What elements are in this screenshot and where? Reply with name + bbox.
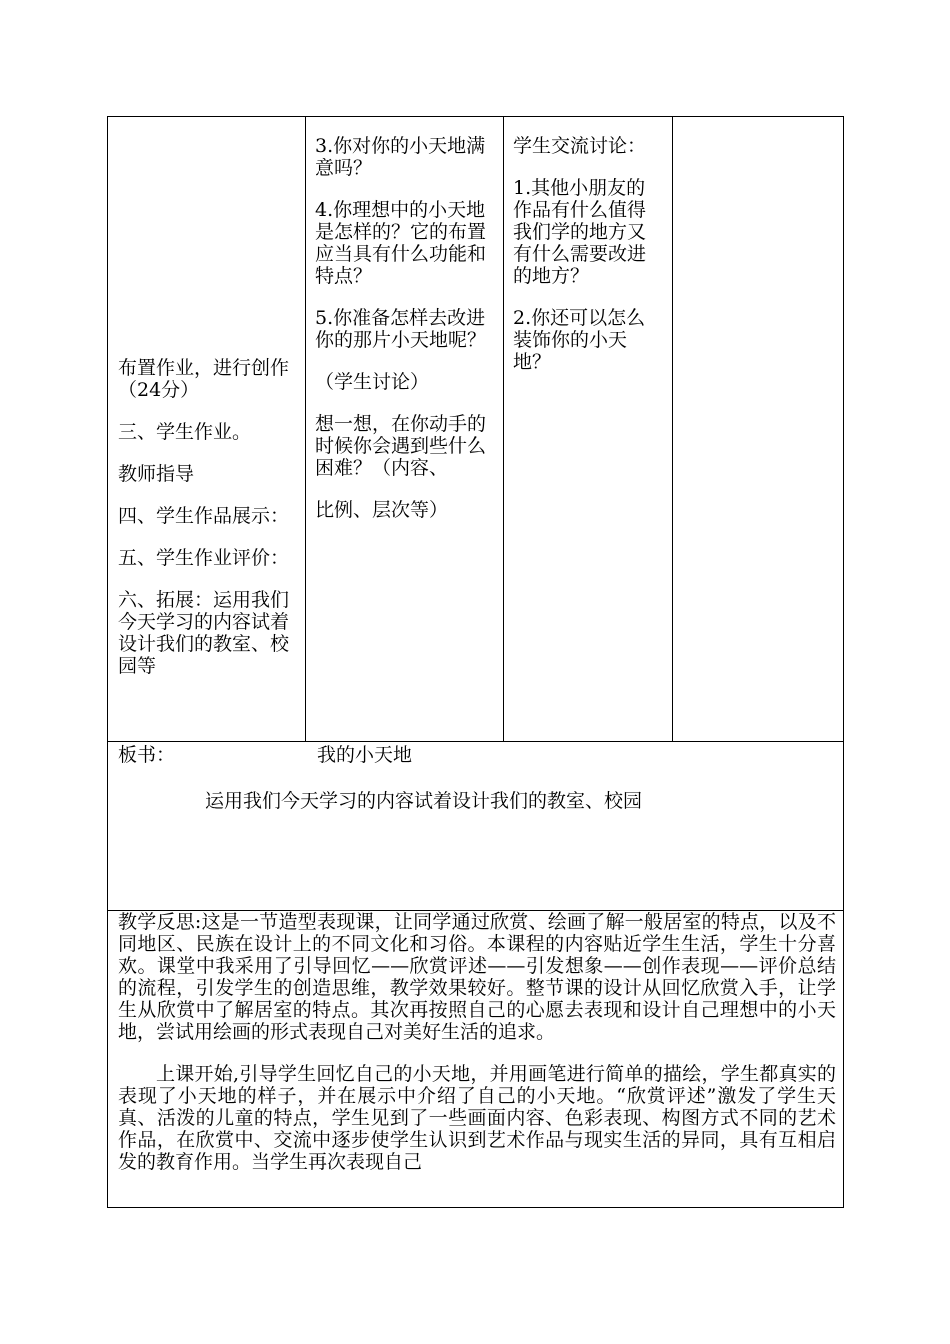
question-text: 5.你准备怎样去改进你的那片小天地呢？: [315, 307, 487, 351]
board-line: 运用我们今天学习的内容试着设计我们的教室、校园: [205, 790, 643, 812]
column-divider-2: [503, 116, 504, 742]
column-divider-3: [672, 116, 673, 742]
question-text: 4.你理想中的小天地是怎样的？它的布置应当具有什么功能和特点？: [315, 199, 487, 287]
row-divider-board: [107, 741, 844, 742]
question-text: （学生讨论）: [315, 371, 430, 393]
question-text: 想一想，在你动手的时候你会遇到些什么困难？（内容、: [315, 413, 487, 479]
step-text: 布置作业，进行创作（24分）: [118, 357, 290, 401]
student-text: 学生交流讨论：: [513, 135, 647, 157]
reflection-paragraph: 上课开始,引导学生回忆自己的小天地，并用画笔进行简单的描绘，学生都真实的表现了小天地的样子，并在展示中介绍了自己的小天地。“欣赏评述”激发了学生天真、活泼的儿童的特点，学生见到了一些画面内容、色彩表现、构图方式不同的艺术作品，在欣赏中、交流中逐步使学生认识到艺术作品与现实生活的异同，具有互相启发的教育作用。当学生再次表现自己: [118, 1063, 836, 1173]
teacher-activity-cell: [315, 135, 495, 541]
board-title: 我的小天地: [317, 744, 413, 766]
teaching-reflection: [118, 911, 836, 1193]
student-text: 2.你还可以怎么装饰你的小天地？: [513, 307, 646, 373]
step-text: 六、拓展：运用我们今天学习的内容试着设计我们的教室、校园等: [118, 589, 290, 677]
board-label: 板书：: [118, 744, 176, 766]
column-divider-1: [305, 116, 306, 742]
teaching-steps-cell: [118, 357, 302, 677]
step-text: 五、学生作业评价：: [118, 547, 290, 569]
student-text: 1.其他小朋友的作品有什么值得我们学的地方又有什么需要改进的地方？: [513, 177, 647, 287]
step-text: 教师指导: [118, 463, 195, 485]
student-activity-cell: [513, 135, 653, 393]
reflection-paragraph: 教学反思:这是一节造型表现课，让同学通过欣赏、绘画了解一般居室的特点，以及不同地区、民族在设计上的不同文化和习俗。本课程的内容贴近学生生活，学生十分喜欢。课堂中我采用了引导回忆——欣赏评述——引发想象——创作表现——评价总结的流程，引发学生的创造思维，教学效果较好。整节课的设计从回忆欣赏入手，让学生从欣赏中了解居室的特点。其次再按照自己的心愿去表现和设计自己理想中的小天地，尝试用绘画的形式表现自己对美好生活的追求。: [118, 911, 836, 1043]
question-text: 3.你对你的小天地满意吗？: [315, 135, 486, 179]
step-text: 三、学生作业。: [118, 421, 252, 443]
question-text: 比例、层次等）: [315, 499, 449, 521]
step-text: 四、学生作品展示：: [118, 505, 290, 527]
